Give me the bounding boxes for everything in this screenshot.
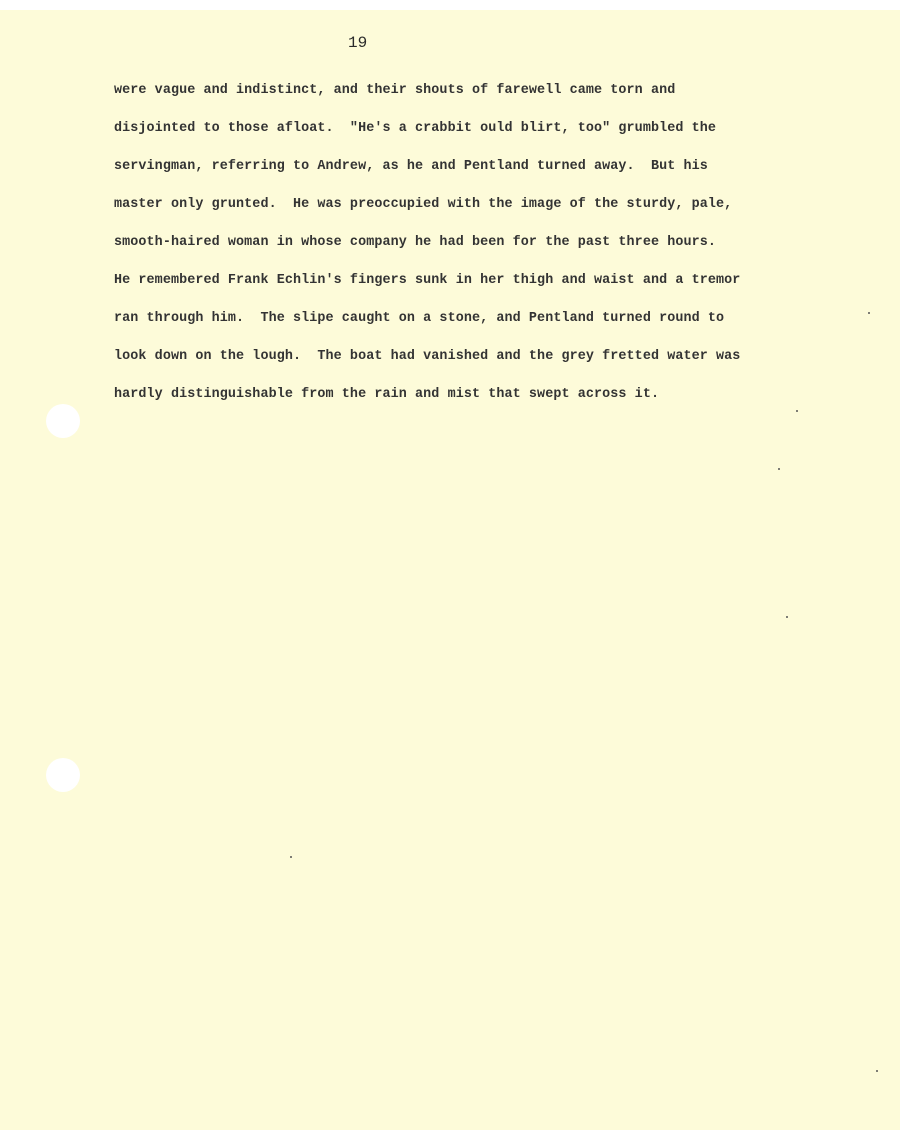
page-number: 19 [348, 34, 368, 52]
text-line: smooth-haired woman in whose company he had been for the past three hours. [114, 235, 717, 250]
punch-hole-top [46, 404, 80, 438]
paper-speck [868, 312, 870, 314]
paper-speck [796, 410, 798, 412]
text-line: He remembered Frank Echlin's fingers sunk in her thigh and waist and a tremor [114, 273, 741, 288]
paper-speck [876, 1070, 878, 1072]
text-line: were vague and indistinct, and their shouts of farewell came torn and [114, 83, 676, 98]
text-line: hardly distinguishable from the rain and mist that swept across it. [114, 387, 660, 402]
text-line: ran through him. The slipe caught on a stone, and Pentland turned round to [114, 311, 725, 326]
text-line: disjointed to those afloat. "He's a crabbit ould blirt, too" grumbled the [114, 121, 717, 136]
paper-speck [778, 468, 780, 470]
text-line: master only grunted. He was preoccupied with the image of the sturdy, pale, [114, 197, 733, 212]
punch-hole-bottom [46, 758, 80, 792]
paper-speck [290, 856, 292, 858]
paper-speck [786, 616, 788, 618]
body-text [114, 72, 854, 414]
text-line: look down on the lough. The boat had vanished and the grey fretted water was [114, 349, 741, 364]
text-line: servingman, referring to Andrew, as he and Pentland turned away. But his [114, 159, 708, 174]
